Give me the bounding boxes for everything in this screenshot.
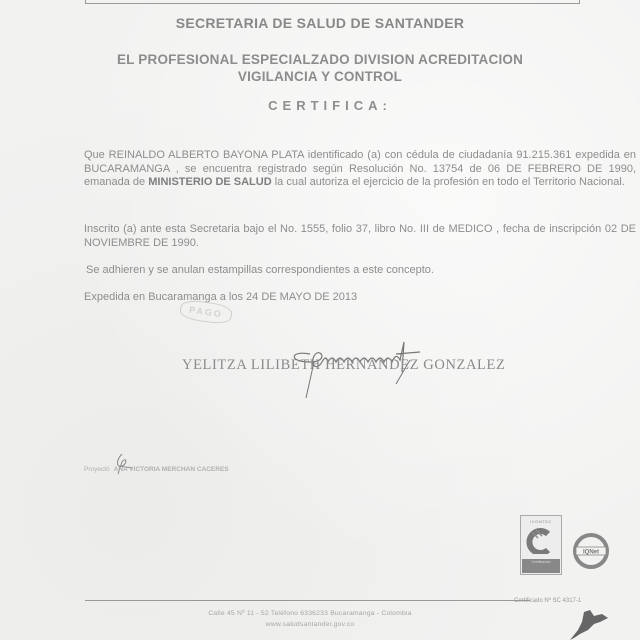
santander-map-icon xyxy=(566,608,626,640)
icontec-c-icon xyxy=(522,528,560,554)
top-border-box xyxy=(85,0,580,4)
ministry-name: MINISTERIO DE SALUD xyxy=(148,176,272,189)
paragraph-registration-text: Que REINALDO ALBERTO BAYONA PLATA identificado (a) con cédula de ciudadanía 91.215.361 expedida en BUCARAMANGA , se encuentra registrado según Resolución No. 13754 de 06 DE FEBRERO DE 1990, emanada de xyxy=(84,149,636,189)
paragraph-registration xyxy=(84,149,636,190)
footer-website: www.saludsantander.gov.co xyxy=(265,621,355,628)
paid-stamp: PAGO xyxy=(179,298,233,325)
prepared-by-name: ANA VICTORIA MERCHAN CACERES xyxy=(113,466,229,473)
iqnet-logo-icon xyxy=(572,532,610,570)
footer-divider xyxy=(85,600,530,601)
icontec-label: ICONTEC xyxy=(530,519,552,524)
office-heading-line1: EL PROFESIONAL ESPECIALZADO DIVISION ACREDITACION xyxy=(116,52,524,67)
office-heading xyxy=(0,51,640,85)
icontec-band: Certificación xyxy=(522,559,560,573)
paragraph-inscription: Inscrito (a) ante esta Secretaria bajo el No. 1555, folio 37, libro No. III de MEDICO , fecha de inscripción 02 DE NOVIEMBRE DE 1990. xyxy=(84,223,636,249)
signer-name: YELITZA LILIBETH HERNANDEZ GONZALEZ xyxy=(182,357,506,373)
document-title: CERTIFICA: xyxy=(268,98,392,113)
footer-address: Calle 45 Nº 11 - 52 Teléfono 6336233 Bucaramanga - Colombia xyxy=(208,610,412,617)
certificate-number: Certificado Nº SC 4317-1 xyxy=(514,598,582,604)
icontec-logo xyxy=(520,515,562,575)
paragraph-registration-text-2: la cual autoriza el ejercicio de la profesión en todo el Territorio Nacional. xyxy=(271,176,625,189)
footer xyxy=(0,608,620,630)
iqnet-label: IQNet xyxy=(582,549,600,556)
paragraph-issued: Expedida en Bucaramanga a los 24 DE MAYO DE 2013 xyxy=(84,291,358,303)
prepared-by xyxy=(84,466,229,473)
prepared-by-label: Proyectó xyxy=(84,466,110,473)
office-heading-line2: VIGILANCIA Y CONTROL xyxy=(237,69,403,84)
institution-heading: SECRETARIA DE SALUD DE SANTANDER xyxy=(175,15,465,31)
paragraph-stamps: Se adhieren y se anulan estampillas correspondientes a este concepto. xyxy=(86,264,434,276)
